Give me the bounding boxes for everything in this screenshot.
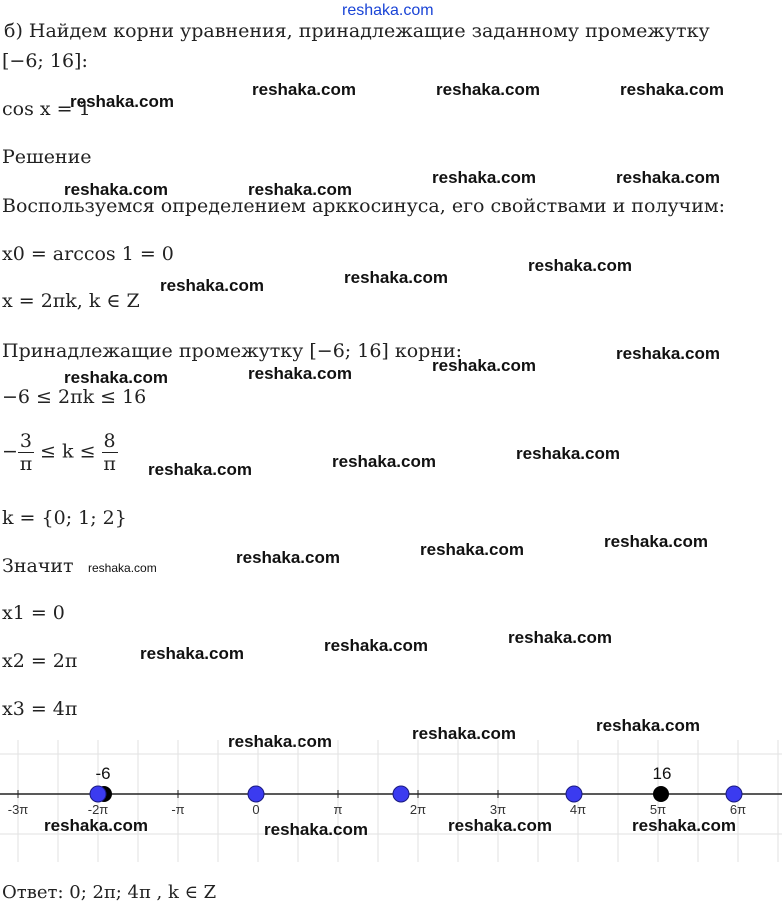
watermark: reshaka.com: [616, 168, 720, 187]
tick-label: 6π: [729, 802, 747, 817]
watermark: reshaka.com: [604, 532, 708, 551]
watermark: reshaka.com: [432, 356, 536, 375]
point-4pi: [566, 786, 582, 802]
root-x1: x1 = 0: [2, 602, 65, 624]
point-0: [248, 786, 264, 802]
watermark: reshaka.com: [264, 820, 368, 839]
watermark: reshaka.com: [236, 548, 340, 567]
watermark: reshaka.com: [64, 180, 168, 199]
point-6pi: [726, 786, 742, 802]
watermark: reshaka.com: [324, 636, 428, 655]
watermark: reshaka.com: [420, 540, 524, 559]
task-interval: [−6; 16]:: [2, 50, 88, 72]
watermark: reshaka.com: [160, 276, 264, 295]
tick-label: 3π: [489, 802, 507, 817]
tick-label: -2π: [87, 802, 109, 817]
tick-label: -3π: [7, 802, 29, 817]
task-line-1: б) Найдем корни уравнения, принадлежащие заданному промежутку: [4, 20, 710, 42]
solution-heading: Решение: [2, 146, 92, 168]
frac1-den: π: [19, 453, 33, 475]
solution-intro: Воспользуемся определением арккосинуса, его свойствами и получим:: [2, 195, 726, 217]
watermark: reshaka.com: [412, 724, 516, 743]
endpoint-label-16: 16: [652, 764, 672, 783]
watermark: reshaka.com: [344, 268, 448, 287]
answer-line: Ответ: 0; 2π; 4π , k ∈ Z: [2, 882, 217, 903]
interval-roots-text: Принадлежащие промежутку [−6; 16] корни:: [2, 340, 463, 362]
inequality-2: [2, 430, 118, 475]
top-watermark: reshaka.com: [342, 2, 434, 19]
tick-label: 4π: [569, 802, 587, 817]
watermark: reshaka.com: [632, 816, 736, 835]
watermark: reshaka.com: [140, 644, 244, 663]
tick-label: π: [333, 802, 343, 817]
x0-equation: x0 = arccos 1 = 0: [2, 243, 174, 265]
watermark: reshaka.com: [448, 816, 552, 835]
watermark: reshaka.com: [248, 364, 352, 383]
number-line: [0, 740, 782, 862]
watermark: reshaka.com: [596, 716, 700, 735]
general-solution: x = 2πk, k ∈ Z: [2, 290, 140, 312]
watermark: reshaka.com: [332, 452, 436, 471]
watermark: reshaka.com: [528, 256, 632, 275]
watermark: reshaka.com: [432, 168, 536, 187]
frac1-num: 3: [19, 430, 33, 452]
watermark: reshaka.com: [70, 92, 174, 111]
frac2-den: π: [103, 453, 116, 475]
watermark: reshaka.com: [248, 180, 352, 199]
watermark: reshaka.com: [616, 344, 720, 363]
watermark: reshaka.com: [44, 816, 148, 835]
point-minus-2pi: [90, 786, 106, 802]
ineq2-minus: −: [2, 440, 18, 463]
point-2pi: [393, 786, 409, 802]
frac2-num: 8: [103, 430, 116, 452]
inline-watermark: reshaka.com: [88, 561, 157, 575]
tick-label: 5π: [649, 802, 667, 817]
inequality-1: −6 ≤ 2πk ≤ 16: [2, 386, 147, 408]
tick-label: 0: [252, 802, 260, 817]
watermark: reshaka.com: [148, 460, 252, 479]
equation-text: cos x = 1: [2, 98, 91, 120]
watermark: reshaka.com: [508, 628, 612, 647]
root-x2: x2 = 2π: [2, 650, 78, 672]
fraction-3-over-pi: [18, 430, 34, 475]
ineq2-mid: ≤ k ≤: [34, 440, 102, 463]
hence-label: Значит: [2, 555, 74, 577]
tick-label: -π: [171, 802, 185, 817]
watermark: reshaka.com: [516, 444, 620, 463]
point-16: [653, 786, 669, 802]
watermark: reshaka.com: [620, 80, 724, 99]
fraction-8-over-pi: [102, 430, 118, 475]
tick-label: 2π: [409, 802, 427, 817]
k-set: k = {0; 1; 2}: [2, 507, 127, 529]
watermark: reshaka.com: [228, 732, 332, 751]
watermark: reshaka.com: [252, 80, 356, 99]
watermark: reshaka.com: [436, 80, 540, 99]
watermark: reshaka.com: [64, 368, 168, 387]
endpoint-label-minus6: -6: [95, 764, 111, 783]
root-x3: x3 = 4π: [2, 698, 78, 720]
